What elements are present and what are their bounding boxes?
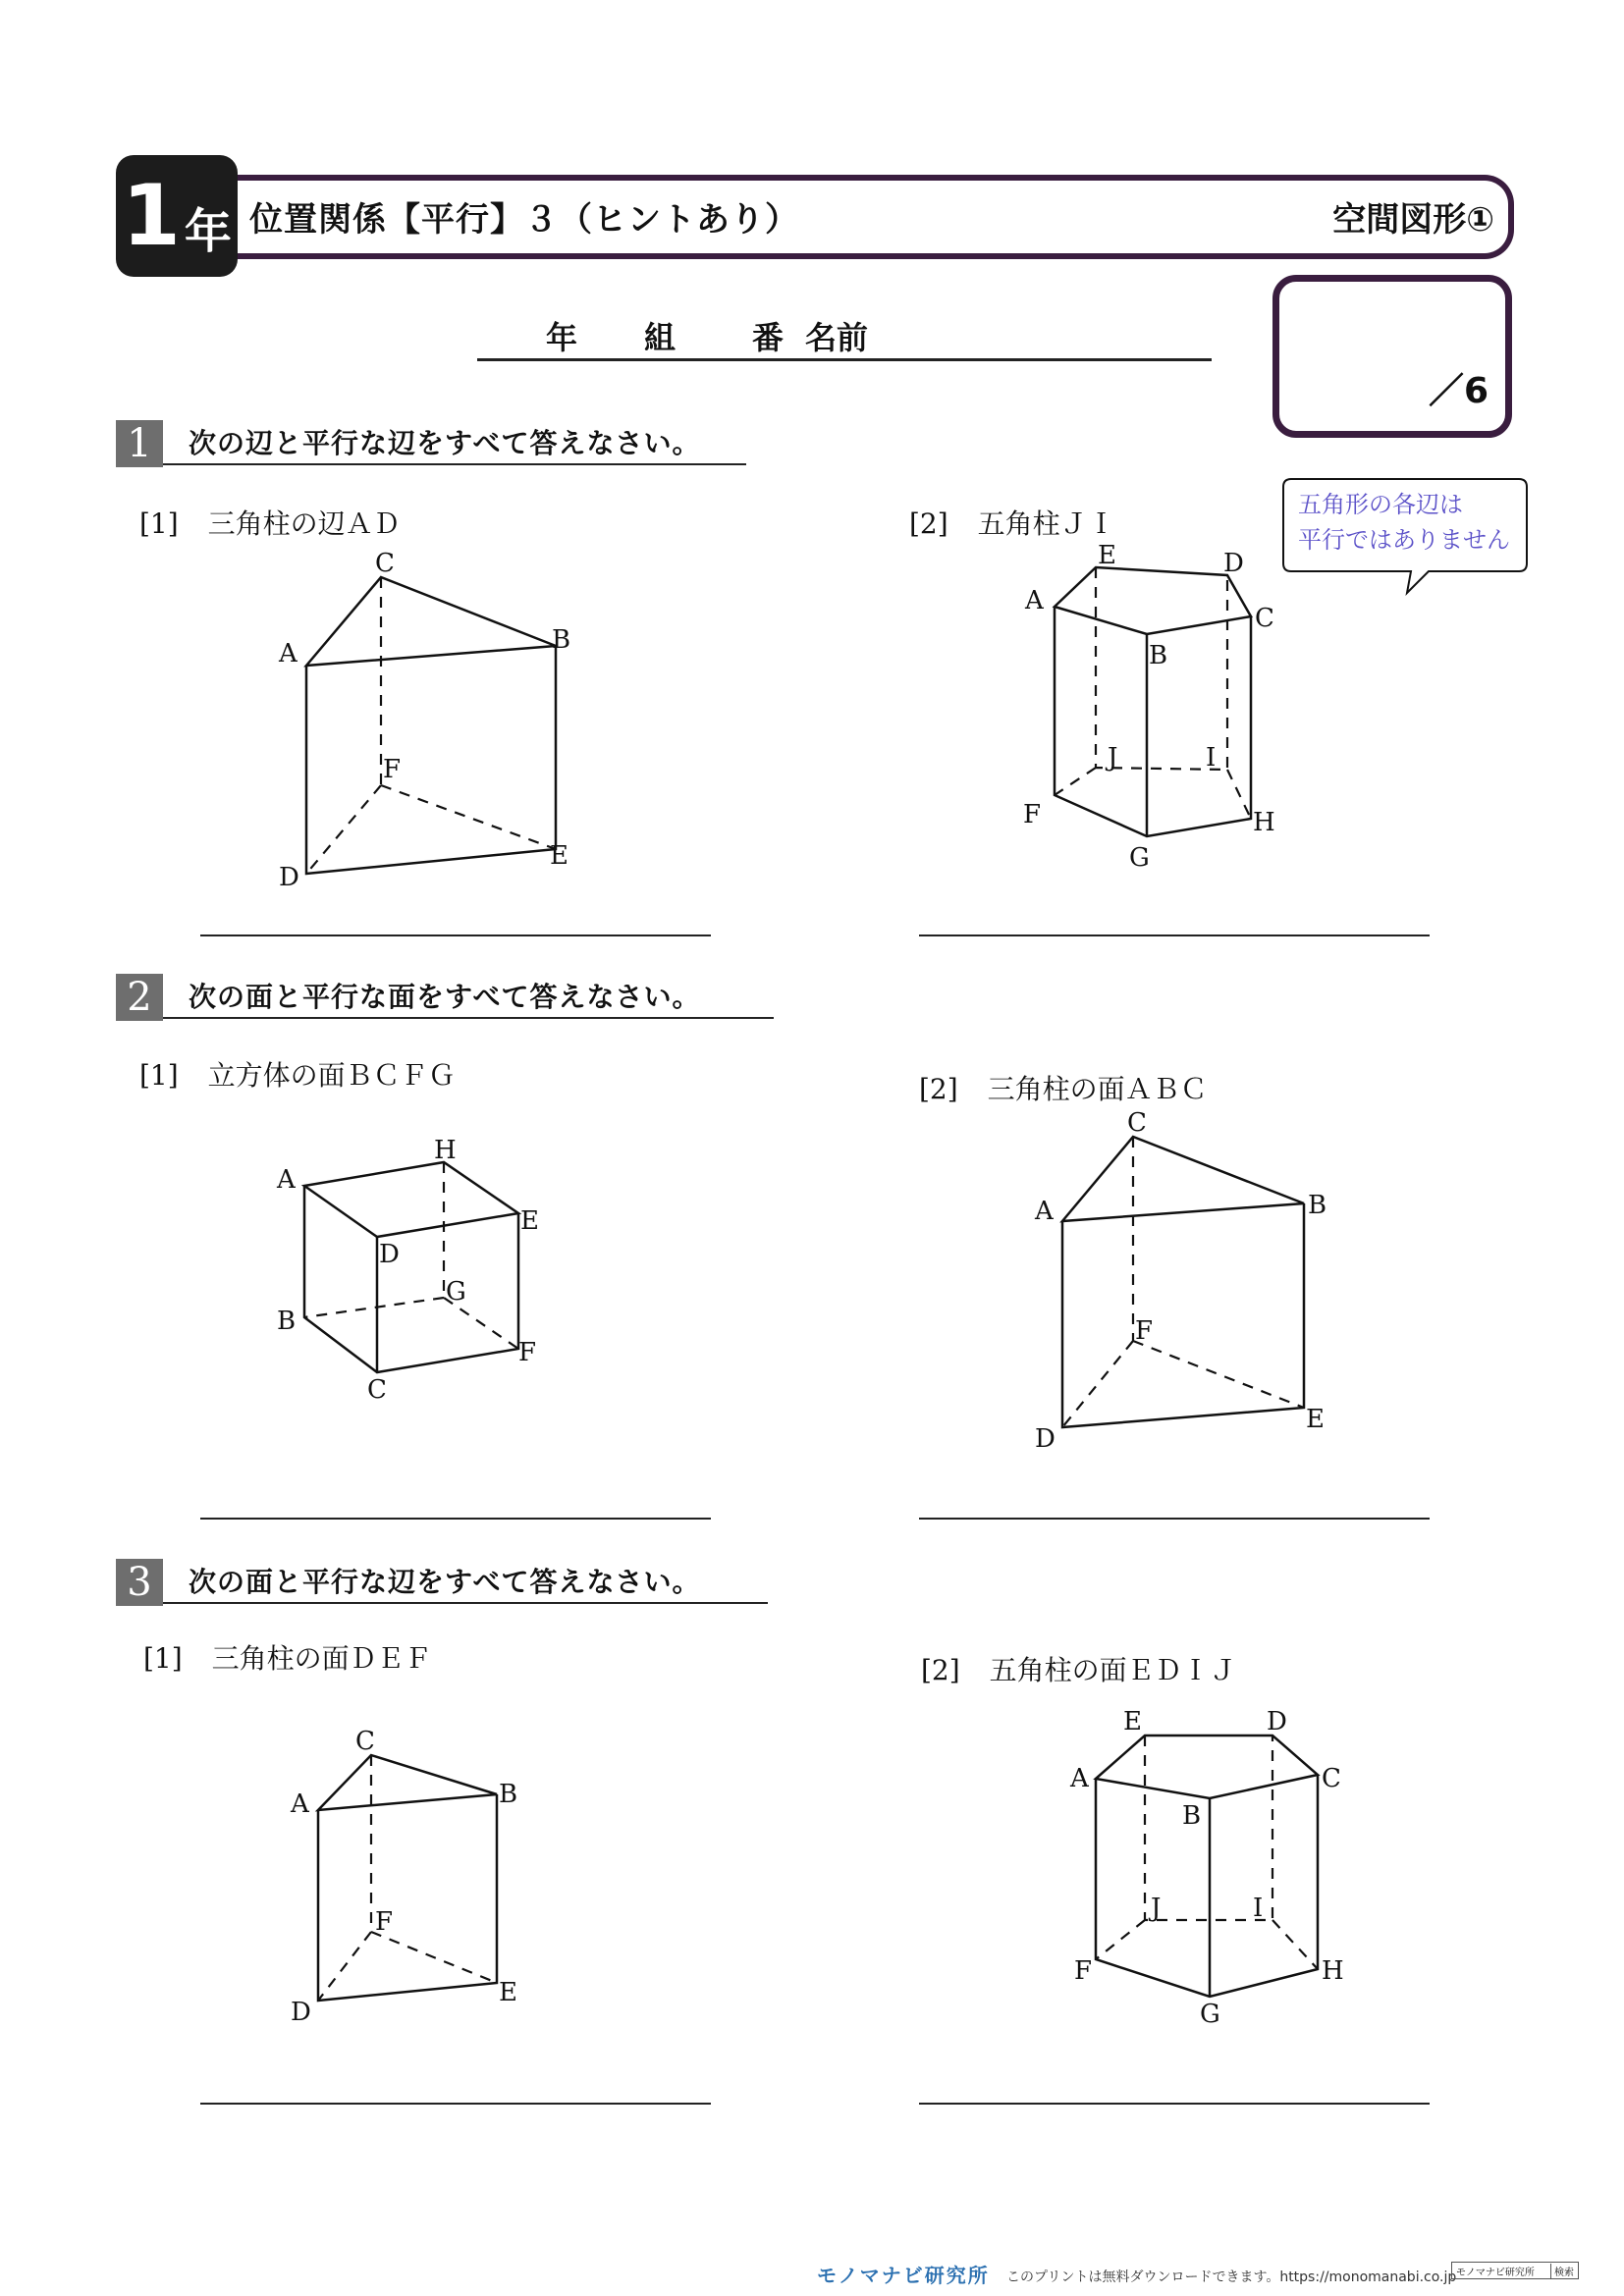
footer-logo: モノマナビ研究所 <box>817 2264 990 2287</box>
vertex-d: D <box>1267 1707 1287 1736</box>
section-2-number: 2 <box>116 974 163 1021</box>
vertex-b: B <box>1308 1191 1327 1220</box>
page-title: 位置関係【平行】３（ヒントあり） <box>249 200 799 240</box>
vertex-c: C <box>367 1375 387 1405</box>
hint-line-2: 平行ではありません <box>1298 526 1510 554</box>
vertex-g: G <box>446 1277 466 1307</box>
vertex-d: D <box>379 1240 400 1269</box>
vertex-c: C <box>1255 604 1274 633</box>
vertex-e: E <box>1306 1405 1325 1434</box>
vertex-b: B <box>1149 641 1168 670</box>
triangular-prism-figure-3 <box>285 1708 579 2032</box>
vertex-a: A <box>1070 1764 1089 1793</box>
vertex-h: H <box>1322 1956 1344 1986</box>
footer-text[interactable]: このプリントは無料ダウンロードできます。https://monomanabi.co.jp <box>1006 2269 1457 2285</box>
search-box[interactable] <box>1451 2262 1579 2279</box>
hint-line-1: 五角形の各辺は <box>1298 491 1463 518</box>
answer-line-2-1[interactable] <box>200 1516 711 1520</box>
q2-2-label <box>919 1068 1208 1107</box>
answer-line-3-2[interactable] <box>919 2101 1430 2105</box>
vertex-e: E <box>1098 541 1116 570</box>
vertex-f: F <box>1135 1316 1154 1346</box>
triangular-prism-figure-2 <box>1021 1109 1355 1463</box>
grade-unit: 年 <box>184 203 232 259</box>
score-box[interactable] <box>1272 275 1512 438</box>
q1-1-label <box>139 503 401 542</box>
name-row[interactable] <box>477 319 1212 361</box>
q2-1-label <box>139 1054 456 1094</box>
score-total: ／6 <box>1428 371 1489 411</box>
vertex-a: A <box>277 1165 296 1195</box>
answer-line-1-2[interactable] <box>919 933 1430 936</box>
vertex-a: A <box>279 639 298 668</box>
year-label: 年 <box>546 319 578 356</box>
triangular-prism-figure-1 <box>265 550 599 903</box>
grade-badge <box>116 155 238 277</box>
section-1-number: 1 <box>116 420 163 467</box>
q2-2-text: 三角柱の面ＡＢＣ <box>987 1073 1208 1105</box>
vertex-a: A <box>1025 586 1044 615</box>
q3-1-text: 三角柱の面ＤＥＦ <box>211 1642 432 1675</box>
hint-text <box>1298 487 1510 558</box>
vertex-g: G <box>1200 2000 1220 2029</box>
q1-1-text: 三角柱の辺ＡＤ <box>207 507 401 540</box>
vertex-b: B <box>552 625 571 655</box>
vertex-g: G <box>1129 843 1150 873</box>
vertex-a: A <box>1035 1197 1054 1226</box>
vertex-e: E <box>499 1978 517 2007</box>
q1-2-index: [2] <box>909 507 948 540</box>
q3-1-index: [1] <box>143 1642 183 1675</box>
search-button[interactable]: 検索 <box>1550 2264 1574 2278</box>
cube-figure <box>265 1129 579 1423</box>
q3-1-label <box>143 1637 432 1677</box>
q3-2-label <box>921 1649 1237 1688</box>
vertex-c: C <box>355 1727 375 1756</box>
vertex-c: C <box>375 550 395 578</box>
vertex-d: D <box>1223 549 1244 578</box>
vertex-i: I <box>1206 743 1217 773</box>
vertex-b: B <box>499 1780 518 1809</box>
q1-1-index: [1] <box>139 507 179 540</box>
vertex-e: E <box>550 841 568 871</box>
q1-2-text: 五角柱ＪＩ <box>977 507 1115 540</box>
section-1-instruction: 次の辺と平行な辺をすべて答えなさい。 <box>163 426 746 465</box>
vertex-c: C <box>1127 1109 1147 1138</box>
vertex-c: C <box>1322 1764 1341 1793</box>
vertex-j: J <box>1151 1894 1162 1923</box>
vertex-h: H <box>434 1136 457 1165</box>
q3-2-text: 五角柱の面ＥＤＩＪ <box>989 1654 1237 1686</box>
section-3-instruction: 次の面と平行な辺をすべて答えなさい。 <box>163 1565 768 1604</box>
vertex-f: F <box>1074 1956 1093 1986</box>
vertex-d: D <box>1035 1424 1056 1454</box>
vertex-d: D <box>291 1998 311 2027</box>
vertex-e: E <box>1123 1707 1142 1736</box>
vertex-i: I <box>1253 1894 1264 1923</box>
search-field-text[interactable]: モノマナビ研究所 <box>1456 2267 1535 2278</box>
vertex-e: E <box>520 1206 539 1236</box>
q2-2-index: [2] <box>919 1073 958 1105</box>
grade-number: 1 <box>122 167 181 265</box>
vertex-b: B <box>277 1307 297 1336</box>
vertex-a: A <box>291 1789 309 1819</box>
vertex-f: F <box>375 1907 394 1937</box>
class-label: 組 <box>644 319 677 356</box>
vertex-f: F <box>1023 800 1042 829</box>
vertex-f: F <box>518 1338 537 1367</box>
vertex-j: J <box>1108 743 1118 773</box>
unit-title: 空間図形① <box>1332 200 1494 240</box>
pentagonal-prism-figure-1 <box>1001 536 1326 880</box>
number-label: 番 <box>752 319 785 356</box>
q3-2-index: [2] <box>921 1654 960 1686</box>
answer-line-1-1[interactable] <box>200 933 711 936</box>
vertex-h: H <box>1253 808 1275 837</box>
q2-1-text: 立方体の面ＢＣＦＧ <box>207 1059 456 1092</box>
section-3-number: 3 <box>116 1559 163 1606</box>
name-label: 名前 <box>805 319 869 356</box>
section-2-instruction: 次の面と平行な面をすべて答えなさい。 <box>163 980 774 1019</box>
vertex-f: F <box>383 755 402 784</box>
vertex-d: D <box>279 863 299 892</box>
pentagonal-prism-figure-2 <box>1060 1694 1384 2038</box>
answer-line-3-1[interactable] <box>200 2101 711 2105</box>
vertex-b: B <box>1182 1801 1202 1831</box>
answer-line-2-2[interactable] <box>919 1516 1430 1520</box>
q2-1-index: [1] <box>139 1059 179 1092</box>
